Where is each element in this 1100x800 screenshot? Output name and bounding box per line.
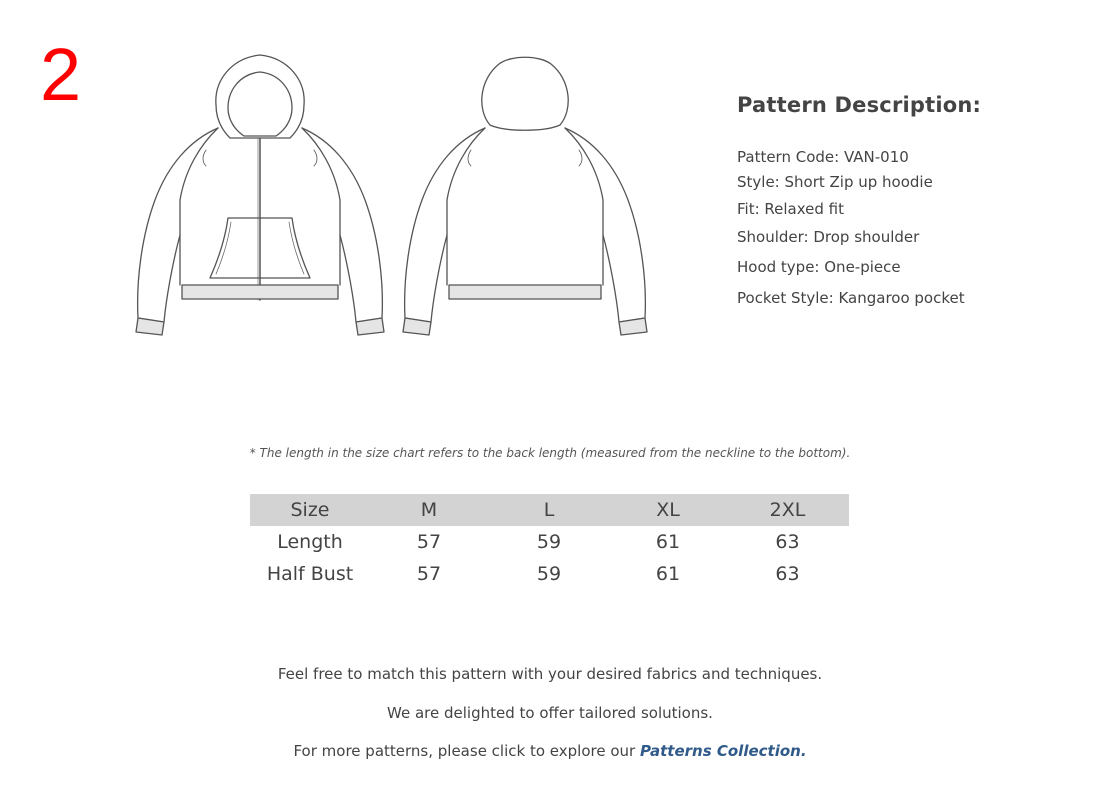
pattern-code: Pattern Code: VAN-010 — [737, 148, 909, 166]
footer-collection-prefix: For more patterns, please click to explore our — [293, 742, 640, 760]
page-number: 2 — [40, 33, 82, 116]
header-l: L — [488, 494, 610, 526]
back-body-left — [447, 128, 485, 285]
left-cuff — [136, 318, 164, 335]
body-left-side — [180, 128, 218, 285]
table-row — [250, 526, 849, 558]
size-chart-note: * The length in the size chart refers to the back length (measured from the neckline to the bottom). — [249, 446, 851, 460]
header-2xl: 2XL — [726, 494, 849, 526]
header-xl: XL — [610, 494, 726, 526]
footer-line-tailored: We are delighted to offer tailored solutions. — [387, 704, 713, 722]
length-l: 59 — [536, 531, 562, 553]
header-m: M — [370, 494, 488, 526]
back-hem-rib — [449, 285, 601, 299]
right-cuff — [356, 318, 384, 335]
patterns-collection-link[interactable]: Patterns Collection. — [639, 742, 807, 760]
body-right-side — [302, 128, 340, 285]
back-hood — [482, 57, 568, 130]
pattern-description-title: Pattern Description: — [737, 93, 982, 117]
footer-line-collection — [0, 742, 1100, 760]
size-chart-table — [250, 494, 849, 590]
back-right-cuff — [619, 318, 647, 335]
size-chart-header-row — [250, 494, 849, 526]
half-bust-xl: 61 — [655, 563, 681, 585]
pattern-hood-type: Hood type: One-piece — [737, 258, 901, 276]
pattern-fit: Fit: Relaxed fit — [737, 200, 845, 218]
half-bust-l: 59 — [536, 563, 562, 585]
pattern-shoulder: Shoulder: Drop shoulder — [737, 228, 920, 246]
length-xl: 61 — [655, 531, 681, 553]
pattern-pocket-style: Pocket Style: Kangaroo pocket — [737, 289, 965, 307]
row-label-half-bust: Half Bust — [266, 563, 354, 585]
hoodie-back-sketch — [395, 50, 655, 340]
back-body-right — [565, 128, 603, 285]
hem-rib — [182, 285, 338, 299]
length-m: 57 — [416, 531, 442, 553]
back-left-cuff — [403, 318, 431, 335]
footer-line-fabrics: Feel free to match this pattern with your desired fabrics and techniques. — [277, 665, 823, 683]
pattern-style: Style: Short Zip up hoodie — [737, 173, 933, 191]
length-2xl: 63 — [775, 531, 800, 553]
hoodie-back-drawing — [395, 50, 655, 340]
hoodie-front-sketch — [130, 50, 390, 340]
half-bust-2xl: 63 — [775, 563, 800, 585]
half-bust-m: 57 — [416, 563, 442, 585]
hood-opening — [228, 72, 292, 136]
table-row — [250, 558, 849, 590]
header-size: Size — [250, 494, 370, 526]
row-label-length: Length — [277, 531, 343, 553]
hoodie-front-drawing — [130, 50, 390, 340]
